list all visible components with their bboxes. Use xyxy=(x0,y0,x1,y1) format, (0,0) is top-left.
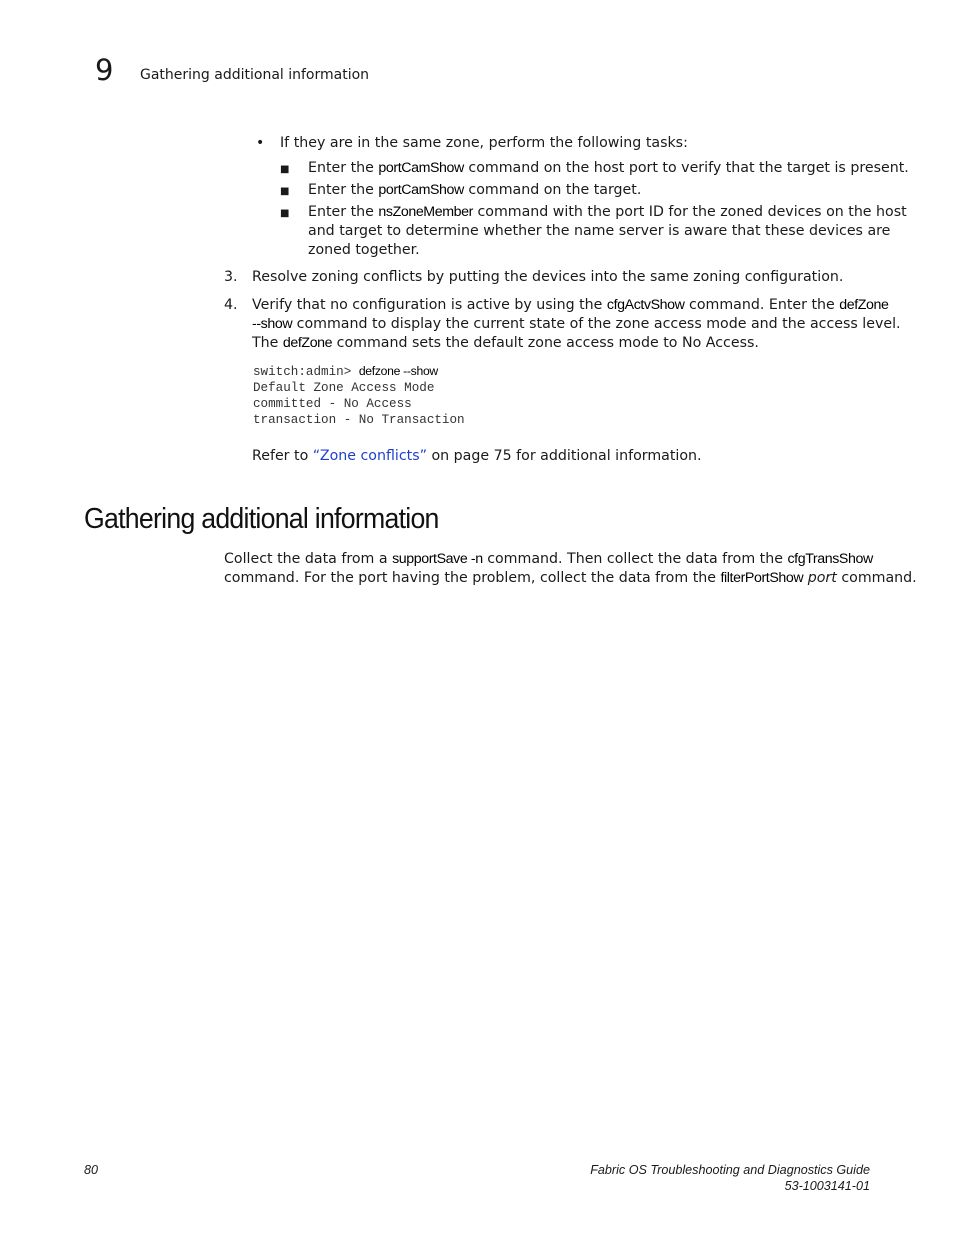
task-1-pre: Enter the xyxy=(308,160,379,176)
step-4-show-flag: --show xyxy=(252,316,293,332)
running-header-title: Gathering additional information xyxy=(140,67,370,83)
refer-line xyxy=(252,447,702,466)
step-4-l3-post: command sets the default zone access mode to No Access. xyxy=(332,335,759,351)
code-prompt: switch:admin> xyxy=(253,365,359,379)
code-line-3: committed - No Access xyxy=(253,397,412,411)
section-heading: Gathering additional information xyxy=(84,503,439,535)
square-bullet: ■ xyxy=(280,208,290,219)
task-3-command: nsZoneMember xyxy=(378,204,473,220)
task-2-pre: Enter the xyxy=(308,182,379,198)
section-line-1 xyxy=(224,550,873,569)
task-3-pre: Enter the xyxy=(308,204,379,220)
step-4-cfgactvshow: cfgActvShow xyxy=(606,297,685,313)
task-2-post: command on the target. xyxy=(463,182,642,198)
step-3-text: Resolve zoning conflicts by putting the devices into the same zoning configuration. xyxy=(252,269,844,285)
code-line-1 xyxy=(253,363,438,380)
task-2-command: portCamShow xyxy=(378,182,464,198)
section-l2-pre: command. For the port having the problem, collect the data from the xyxy=(224,570,721,586)
cfgtransshow-command: cfgTransShow xyxy=(787,551,873,567)
page-number: 80 xyxy=(84,1163,99,1177)
zone-conflicts-link[interactable]: “Zone conflicts” xyxy=(312,448,427,464)
same-zone-intro: If they are in the same zone, perform the following tasks: xyxy=(280,135,688,151)
supportsave-command: supportSave -n xyxy=(392,551,483,567)
task-3-line3: zoned together. xyxy=(308,242,420,258)
step-4-line1 xyxy=(252,296,889,315)
port-argument: port xyxy=(807,570,837,586)
doc-title: Fabric OS Troubleshooting and Diagnostics Guide xyxy=(590,1163,870,1177)
code-command: defzone --show xyxy=(358,364,438,378)
step-3-number: 3. xyxy=(224,269,238,285)
square-bullet: ■ xyxy=(280,164,290,175)
section-line-2 xyxy=(224,569,917,588)
refer-post: on page 75 for additional information. xyxy=(426,448,702,464)
step-4-defzone-2: defZone xyxy=(282,335,333,351)
refer-pre: Refer to xyxy=(252,448,313,464)
code-line-2: Default Zone Access Mode xyxy=(253,381,435,395)
section-l1-mid: command. Then collect the data from the xyxy=(482,551,788,567)
task-3-post: command with the port ID for the zoned devices on the host xyxy=(472,204,907,220)
step-4-line3 xyxy=(252,334,759,353)
step-4-number: 4. xyxy=(224,297,238,313)
step-4-line2 xyxy=(252,315,901,334)
chapter-number: 9 xyxy=(95,53,114,87)
step-4-l3-pre: The xyxy=(252,335,283,351)
step-4-l1-mid: command. Enter the xyxy=(684,297,840,313)
section-l2-post: command. xyxy=(836,570,917,586)
doc-number: 53-1003141-01 xyxy=(784,1179,870,1193)
step-4-l2-post: command to display the current state of the zone access mode and the access level. xyxy=(292,316,901,332)
task-1-post: command on the host port to verify that the target is present. xyxy=(463,160,909,176)
code-line-4: transaction - No Transaction xyxy=(253,413,465,427)
filterportshow-command: filterPortShow xyxy=(720,570,804,586)
square-bullet: ■ xyxy=(280,186,290,197)
step-4-l1-pre: Verify that no configuration is active by using the xyxy=(252,297,607,313)
task-2 xyxy=(308,181,641,200)
task-3-line1 xyxy=(308,203,907,222)
section-l1-pre: Collect the data from a xyxy=(224,551,393,567)
task-1 xyxy=(308,159,909,178)
task-3-line2: and target to determine whether the name server is aware that these devices are xyxy=(308,223,891,239)
bullet-dot: • xyxy=(256,135,265,151)
task-1-command: portCamShow xyxy=(378,160,464,176)
step-4-defzone: defZone xyxy=(839,297,889,313)
